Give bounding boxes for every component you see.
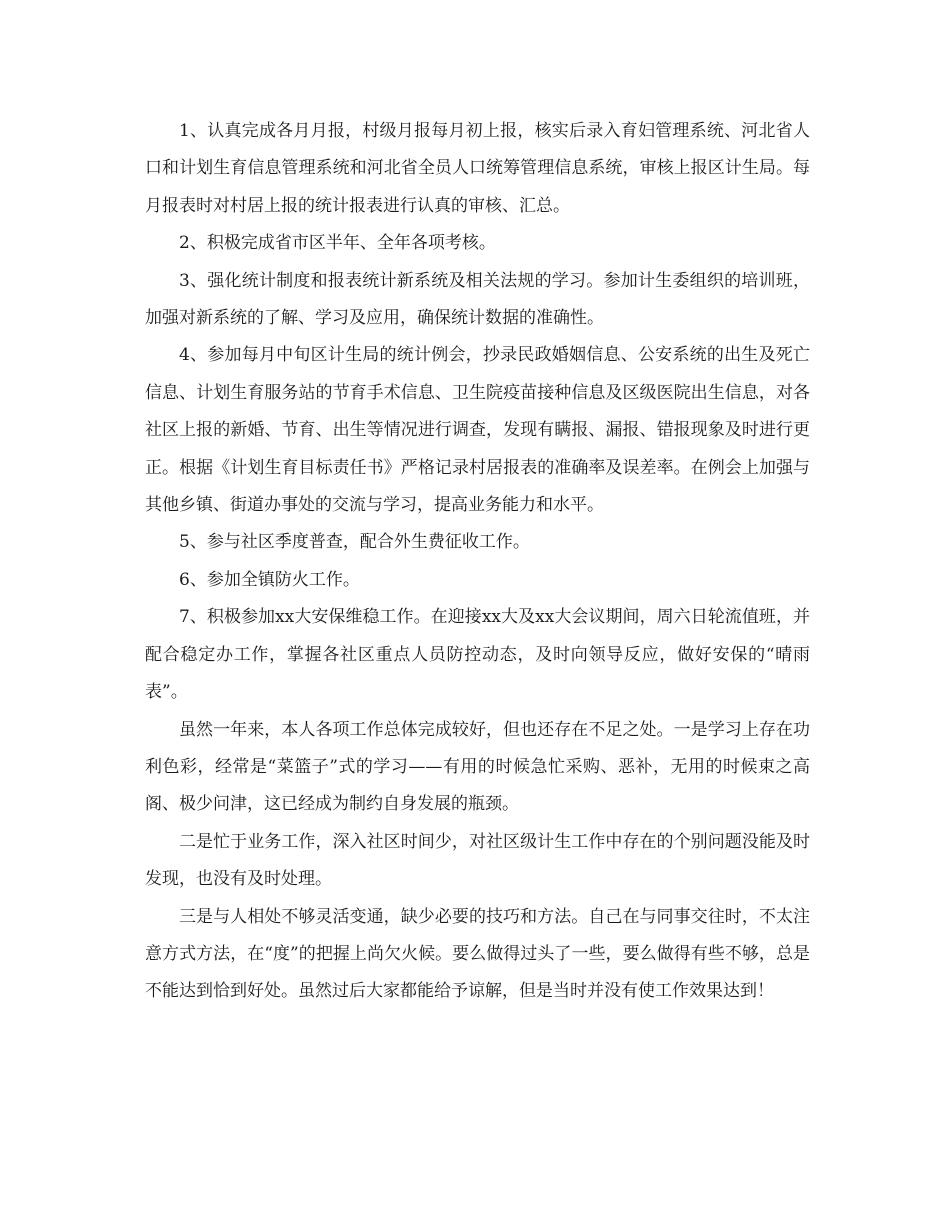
paragraph-item-1: 1、认真完成各月月报，村级月报每月初上报，核实后录入育妇管理系统、河北省人口和计划生育信息管理系统和河北省全员人口统筹管理信息系统，审核上报区计生局。每月报表时对村居上报的统计报表进行认真的审核、汇总。 (145, 121, 810, 216)
paragraph-item-6: 6、参加全镇防火工作。 (179, 569, 360, 590)
paragraph-item-2: 2、积极完成省市区半年、全年各项考核。 (179, 233, 496, 254)
document-body (145, 113, 810, 1011)
paragraph-item-5: 5、参与社区季度普查，配合外生费征收工作。 (179, 532, 530, 553)
paragraph-shortcoming-2: 二是忙于业务工作，深入社区时间少，对社区级计生工作中存在的个别问题没能及时发现，也没有及时处理。 (145, 831, 810, 890)
paragraph-item-4: 4、参加每月中旬区计生局的统计例会，抄录民政婚姻信息、公安系统的出生及死亡信息、计划生育服务站的节育手术信息、卫生院疫苗接种信息及区级医院出生信息，对各社区上报的新婚、节育、出生等情况进行调查，发现有瞒报、漏报、错报现象及时进行更正。根据《计划生育目标责任书》严格记录村居报表的准确率及误差率。在例会上加强与其他乡镇、街道办事处的交流与学习，提高业务能力和水平。 (145, 345, 810, 516)
paragraph-item-7: 7、积极参加xx大安保维稳工作。在迎接xx大及xx大会议期间，周六日轮流值班，并配合稳定办工作，掌握各社区重点人员防控动态，及时向领导反应，做好安保的“晴雨表”。 (145, 607, 810, 703)
paragraph-shortcoming-3: 三是与人相处不够灵活变通，缺少必要的技巧和方法。自己在与同事交往时，不太注意方式方法，在“度”的把握上尚欠火候。要么做得过头了一些，要么做得有些不够，总是不能达到恰到好处。虽然过后大家都能给予谅解，但是当时并没有使工作效果达到！ (145, 906, 810, 1002)
paragraph-item-3: 3、强化统计制度和报表统计新系统及相关法规的学习。参加计生委组织的培训班，加强对新系统的了解、学习及应用，确保统计数据的准确性。 (145, 270, 810, 329)
paragraph-shortcoming-1: 虽然一年来，本人各项工作总体完成较好，但也还存在不足之处。一是学习上存在功利色彩，经常是“菜篮子”式的学习——有用的时候急忙采购、恶补，无用的时候束之高阁、极少问津，这已经成为制约自身发展的瓶颈。 (145, 719, 810, 815)
